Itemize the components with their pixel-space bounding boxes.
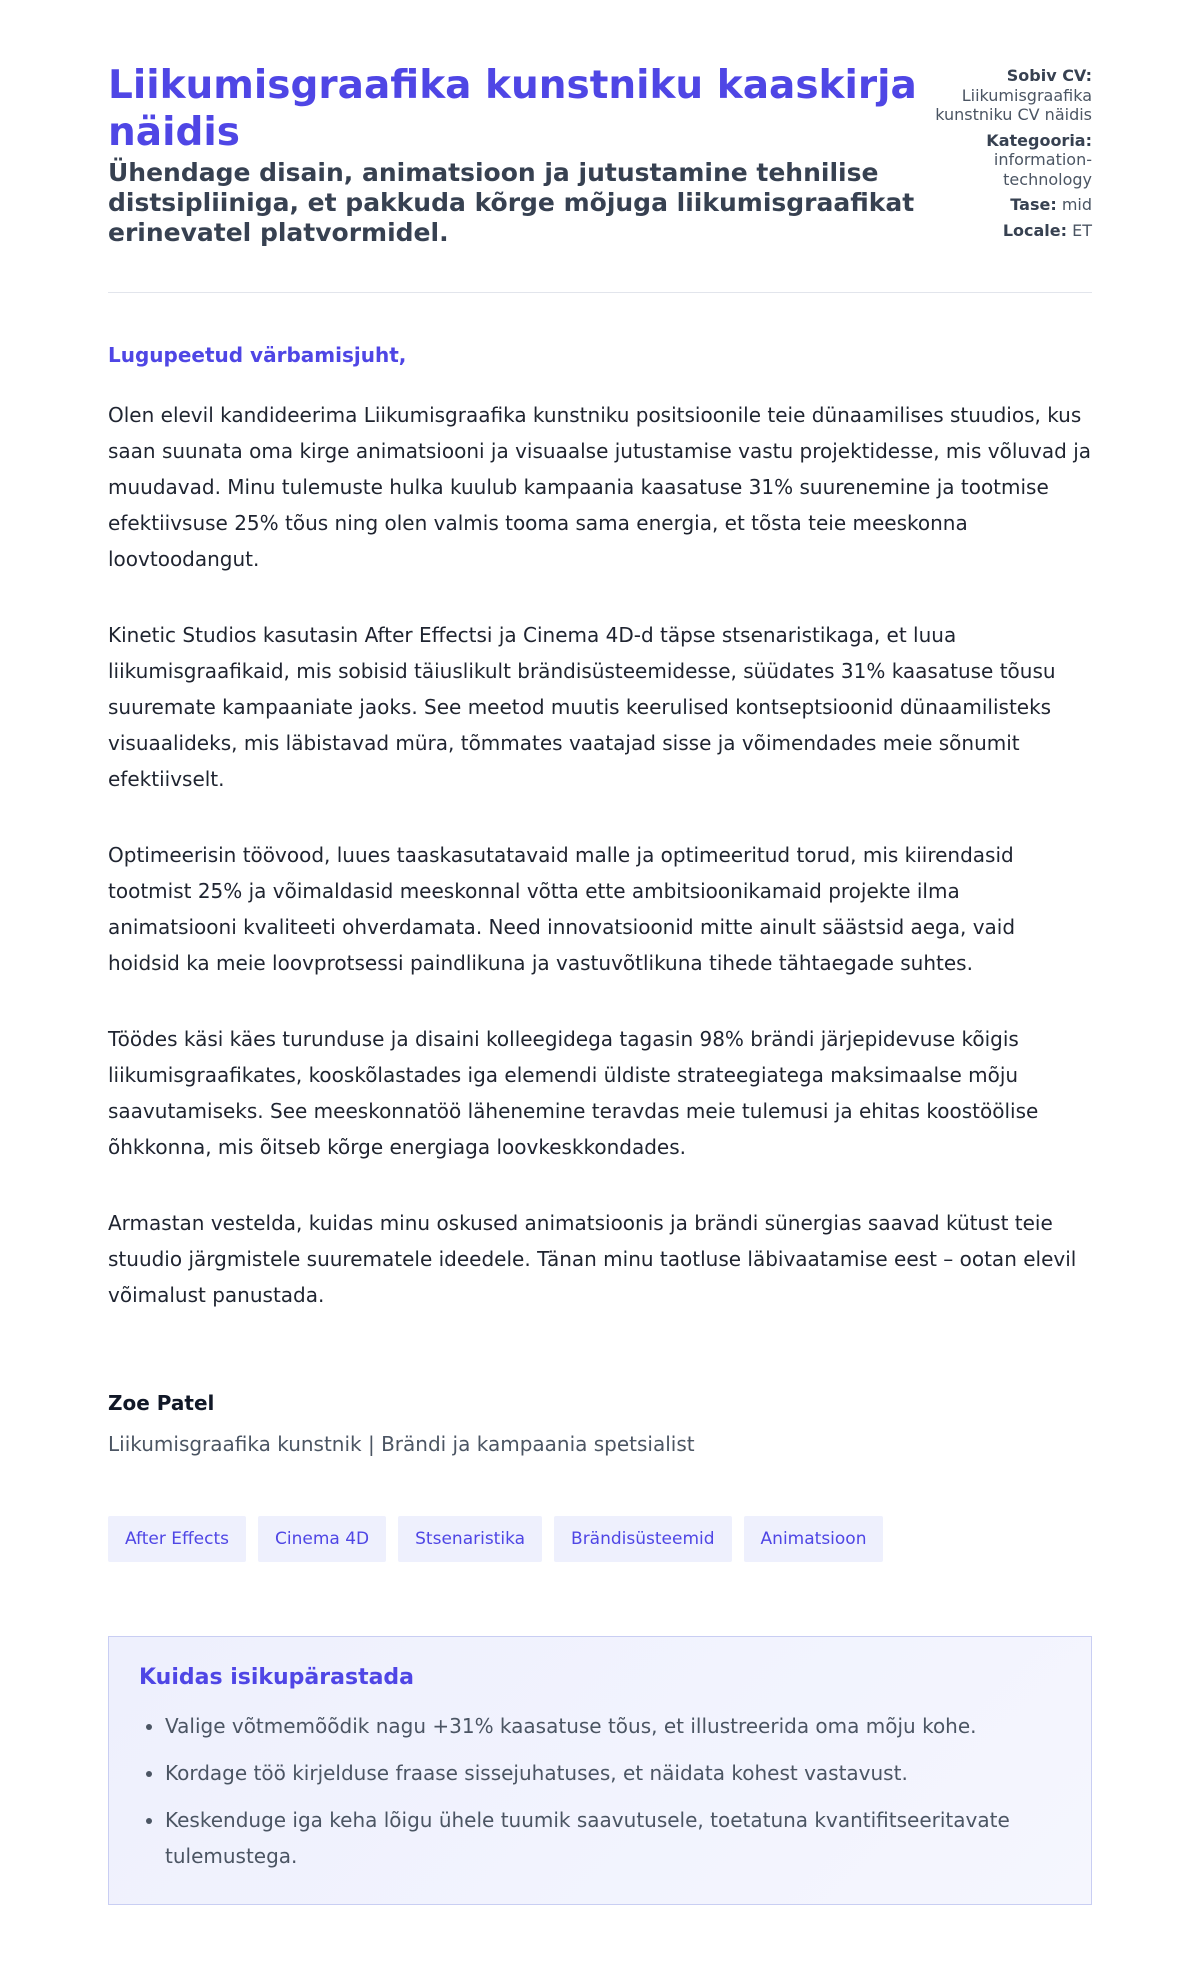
letter-body (108, 397, 1092, 1313)
personalization-tips-box (108, 1636, 1092, 1905)
meta-cv (923, 66, 1092, 125)
tips-list (139, 1708, 1061, 1874)
meta-locale (923, 221, 1092, 241)
letter-paragraph: Töödes käsi käes turunduse ja disaini kolleegidega tagasin 98% brändi järjepidevuse kõigis liikumisgraafikates, kooskõlastades iga elemendi üldiste strateegiatega maksimaalse mõju saavutamiseks. See meeskonnatöö lähenemine teravdas meie tulemusi ja ehitas koostöölise õhkkonna, mis õitseb kõrge energiaga loovkeskkondades. (108, 1027, 1039, 1159)
page-title: Liikumisgraafika kunstniku kaaskirja näidis (108, 63, 917, 155)
skill-tag: Cinema 4D (258, 1516, 386, 1562)
skill-tag: Stsenaristika (398, 1516, 542, 1562)
letter-greeting: Lugupeetud värbamisjuht, (108, 343, 407, 367)
skill-tag: Brändisüsteemid (554, 1516, 732, 1562)
meta-locale-label: Locale: (1002, 220, 1068, 240)
letter-paragraph: Optimeerisin töövood, luues taaskasutatavaid malle ja optimeeritud torud, mis kiirendasid tootmist 25% ja võimaldasid meeskonnal võtta ette ambitsioonikamaid projekte ilma animatsiooni kvaliteeti ohverdamata. Need innovatsioonid mitte ainult säästsid aega, vaid hoidsid ka meie loovprotsessi paindlikuna ja vastuvõtlikuna tihede tähtaegade suhtes. (108, 843, 1016, 975)
tips-title: Kuidas isikupärastada (139, 1665, 415, 1690)
header-titles (108, 62, 923, 248)
document-header (108, 62, 1092, 293)
meta-locale-value: ET (1072, 220, 1092, 240)
tips-list-item: • Keskenduge iga keha lõigu ühele tuumik saavutusele, toetatuna kvantifitseeritavate tulemustega. (165, 1802, 1061, 1874)
skill-tag: After Effects (108, 1516, 246, 1562)
skill-tags (108, 1516, 1092, 1562)
skill-tag: Animatsioon (744, 1516, 884, 1562)
meta-cv-value: Liikumisgraafika kunstniku CV näidis (935, 85, 1092, 124)
page-subtitle: Ühendage disain, animatsioon ja jutustamine tehnilise distsipliiniga, et pakkuda kõrge mõjuga liikumisgraafikat erinevatel platvormidel. (108, 158, 915, 247)
meta-level-value: mid (1061, 195, 1092, 214)
letter-paragraph: Olen elevil kandideerima Liikumisgraafika kunstniku positsioonile teie dünaamilises stuudios, kus saan suunata oma kirge animatsiooni ja visuaalse jutustamise vastu projektidesse, mis võluvad ja muudavad. Minu tulemuste hulka kuulub kampaania kaasatuse 31% suurenemine ja tootmise efektiivsuse 25% tõus ning olen valmis tooma sama energia, et tõsta teie meeskonna loovtoodangut. (108, 403, 1092, 571)
meta-level (923, 195, 1092, 215)
meta-cv-label: Sobiv CV: (1006, 66, 1092, 85)
meta-category-value: information-technology (993, 150, 1092, 189)
meta-level-label: Tase: (1010, 195, 1057, 214)
tips-list-item: • Valige võtmemõõdik nagu +31% kaasatuse tõus, et illustreerida oma mõju kohe. (165, 1708, 1061, 1744)
signature-title: Liikumisgraafika kunstnik | Brändi ja kampaania spetsialist (108, 1432, 695, 1456)
letter-paragraph: Kinetic Studios kasutasin After Effectsi ja Cinema 4D-d täpse stsenaristikaga, et luua liikumisgraafikaid, mis sobisid täiuslikult brändisüsteemidesse, süüdates 31% kaasatuse tõusu suuremate kampaaniate jaoks. See meetod muutis keerulised kontseptsioonid dünaamilisteks visuaalideks, mis läbistavad müra, tõmmates vaatajad sisse ja võimendades meie sõnumit efektiivselt. (108, 623, 1056, 791)
tips-list-item: • Kordage töö kirjelduse fraase sissejuhatuses, et näidata kohest vastavust. (165, 1755, 1061, 1791)
meta-panel (923, 62, 1092, 246)
meta-category-label: Kategooria: (986, 130, 1092, 150)
signature-name: Zoe Patel (108, 1391, 215, 1415)
letter-paragraph: Armastan vestelda, kuidas minu oskused animatsioonis ja brändi sünergias saavad kütust teie stuudio järgmistele suurematele ideedele. Tänan minu taotluse läbivaatamise eest – ootan elevil võimalust panustada. (108, 1211, 1077, 1307)
meta-category (923, 131, 1092, 190)
